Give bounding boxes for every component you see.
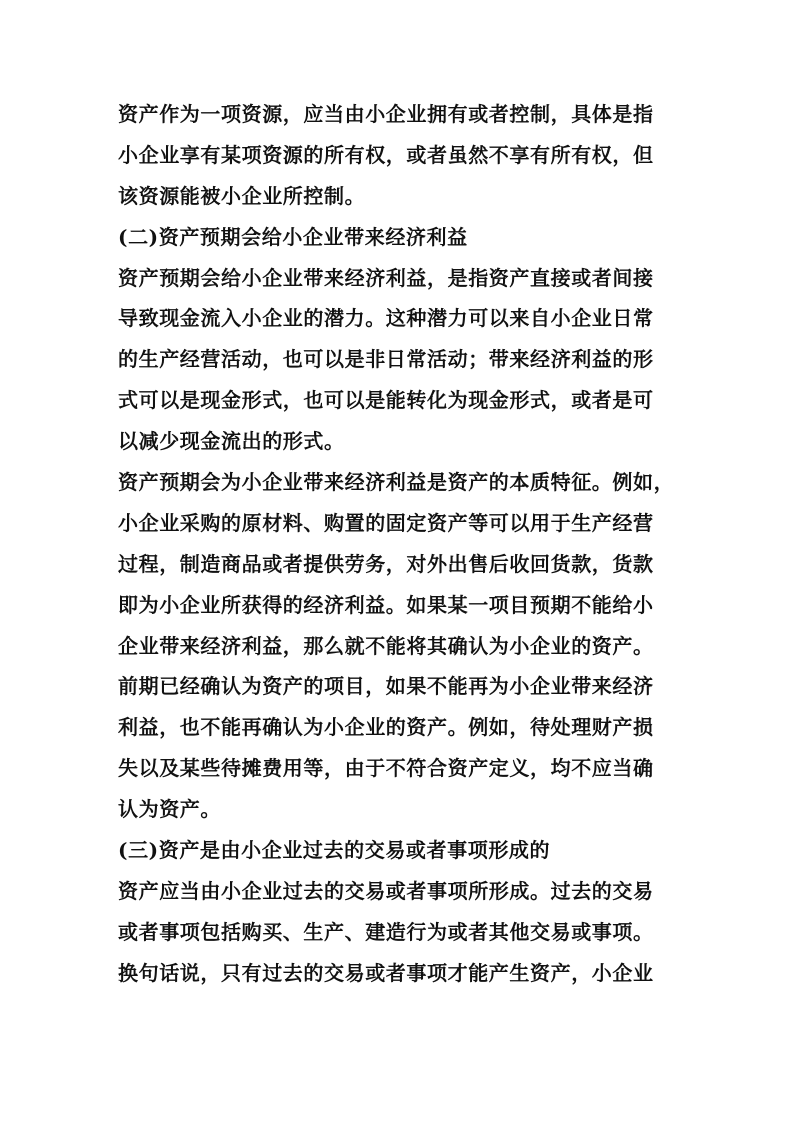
text-line: 或者事项包括购买、生产、建造行为或者其他交易或事项。	[118, 919, 654, 944]
text-line: 过程，制造商品或者提供劳务，对外出售后收回货款，货款	[118, 551, 654, 576]
text-line: 企业带来经济利益，那么就不能将其确认为小企业的资产。	[118, 633, 654, 658]
text-line: 利益，也不能再确认为小企业的资产。例如，待处理财产损	[118, 715, 654, 740]
text-line: 小企业采购的原材料、购置的固定资产等可以用于生产经营	[118, 510, 654, 535]
text-line: 资产应当由小企业过去的交易或者事项所形成。过去的交易	[118, 878, 654, 903]
text-line: 资产预期会给小企业带来经济利益，是指资产直接或者间接	[118, 265, 654, 290]
text-line: 小企业享有某项资源的所有权，或者虽然不享有所有权，但	[118, 142, 654, 167]
text-line: 该资源能被小企业所控制。	[118, 183, 366, 208]
text-line: 资产预期会为小企业带来经济利益是资产的本质特征。例如，	[118, 470, 675, 495]
text-line: 式可以是现金形式，也可以是能转化为现金形式，或者是可	[118, 388, 654, 413]
text-line: 失以及某些待摊费用等，由于不符合资产定义，均不应当确	[118, 756, 654, 781]
text-line: 导致现金流入小企业的潜力。这种潜力可以来自小企业日常	[118, 306, 654, 331]
text-line: 换句话说，只有过去的交易或者事项才能产生资产，小企业	[118, 960, 654, 985]
text-line: 的生产经营活动，也可以是非日常活动；带来经济利益的形	[118, 347, 654, 372]
section-heading-2: (二)资产预期会给小企业带来经济利益	[118, 224, 468, 249]
text-line: 资产作为一项资源，应当由小企业拥有或者控制，具体是指	[118, 102, 654, 126]
text-line: 以减少现金流出的形式。	[118, 429, 345, 454]
text-line: 认为资产。	[118, 797, 221, 822]
document-body	[118, 94, 683, 994]
section-heading-3: (三)资产是由小企业过去的交易或者事项形成的	[118, 838, 551, 863]
text-line: 前期已经确认为资产的项目，如果不能再为小企业带来经济	[118, 674, 654, 699]
text-line: 即为小企业所获得的经济利益。如果某一项目预期不能给小	[118, 592, 654, 617]
